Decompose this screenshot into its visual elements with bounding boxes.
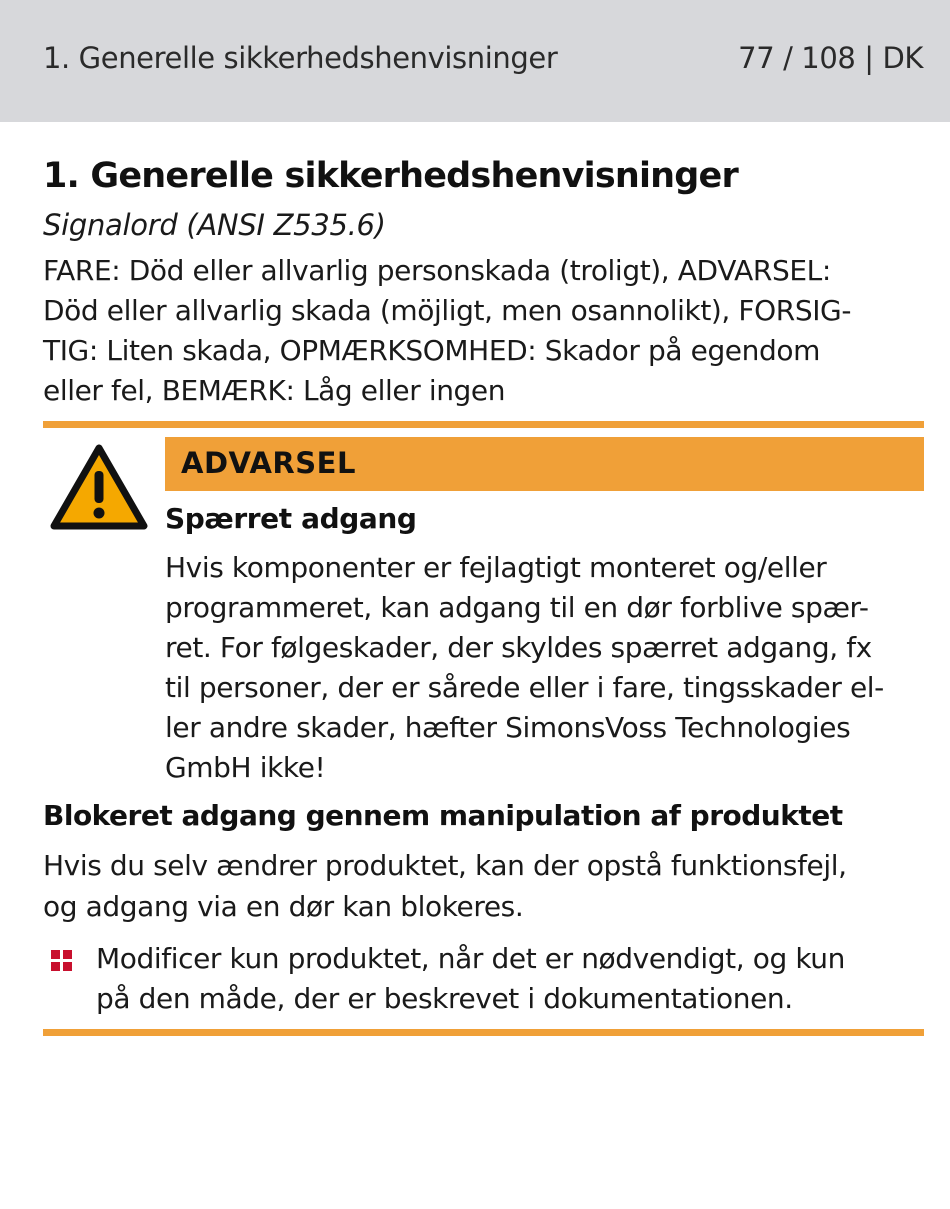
signal-words-subtitle: Signalord (ANSI Z535.6) (43, 208, 386, 242)
warning-text-line: Hvis komponenter er fejlagtigt monteret og/eller (165, 551, 827, 584)
intro-line: Död eller allvarlig skada (möjligt, men osannolikt), FORSIG- (43, 294, 852, 327)
warning-heading: Spærret adgang (165, 502, 417, 535)
manipulation-heading: Blokeret adgang gennem manipulation af produktet (43, 799, 843, 832)
warning-text-line: programmeret, kan adgang til en dør forblive spær- (165, 591, 869, 624)
warning-text-line: ler andre skader, hæfter SimonsVoss Technologies (165, 711, 851, 744)
page-number: 77 / 108 | DK (738, 41, 923, 75)
page-header (0, 0, 950, 122)
intro-line: TIG: Liten skada, OPMÆRKSOMHED: Skador på egendom (43, 334, 820, 367)
instruction-bullet-line: Modificer kun produktet, når det er nødvendigt, og kun (96, 942, 845, 975)
warning-triangle-icon (50, 443, 148, 531)
header-title: 1. Generelle sikkerhedshenvisninger (43, 41, 558, 75)
warning-top-rule (43, 421, 924, 428)
red-grid-bullet-icon (51, 950, 73, 972)
warning-text-line: ret. For følgeskader, der skyldes spærret adgang, fx (165, 631, 872, 664)
manipulation-text-line: og adgang via en dør kan blokeres. (43, 890, 524, 923)
intro-line: eller fel, BEMÆRK: Låg eller ingen (43, 374, 506, 407)
signal-word-label: ADVARSEL (181, 446, 356, 480)
intro-line: FARE: Död eller allvarlig personskada (troligt), ADVARSEL: (43, 254, 831, 287)
warning-text-line: til personer, der er sårede eller i fare, tingsskader el- (165, 671, 884, 704)
manipulation-text-line: Hvis du selv ændrer produktet, kan der opstå funktionsfejl, (43, 849, 847, 882)
signal-word-banner (165, 437, 924, 491)
warning-text-line: GmbH ikke! (165, 751, 326, 784)
warning-bottom-rule (43, 1029, 924, 1036)
section-heading: 1. Generelle sikkerhedshenvisninger (43, 156, 738, 196)
instruction-bullet-line: på den måde, der er beskrevet i dokumentationen. (96, 982, 793, 1015)
